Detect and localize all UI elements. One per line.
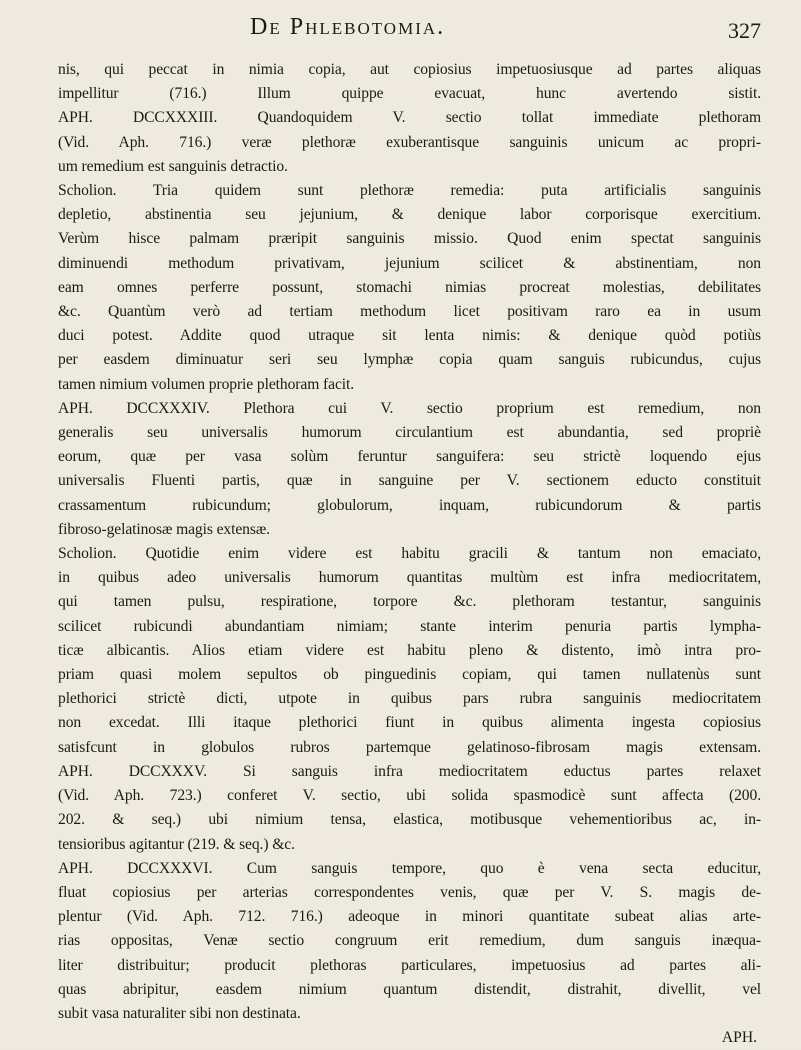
text-line: impellitur (716.) Illum quippe evacuat, hunc avertendo sistit. [58, 85, 761, 103]
text-line: APH. DCCXXXV. Si sanguis infra mediocritatem eductus partes relaxet [58, 762, 761, 780]
text-line: qui tamen pulsu, respiratione, torpore &c. plethoram testantur, sanguinis [58, 593, 761, 611]
page-header [0, 12, 801, 46]
text-line: diminuendi methodum privativam, jejunium scilicet & abstinentiam, non [58, 254, 761, 272]
text-line: ticæ albicantis. Alios etiam videre est habitu pleno & distento, imò intra pro- [58, 641, 761, 659]
text-line: generalis seu universalis humorum circulantium est abundantia, sed propriè [58, 424, 761, 442]
catchword: APH. [721, 1029, 757, 1047]
text-line: Verùm hisce palmam præripit sanguinis missio. Quod enim spectat sanguinis [58, 230, 761, 248]
text-line: eorum, quæ per vasa solùm feruntur sanguifera: seu strictè loquendo ejus [58, 448, 761, 466]
text-line: per easdem diminuatur seri seu lymphæ copia quam sanguis rubicundus, cujus [58, 351, 761, 369]
text-line: non excedat. Illi itaque plethorici fiunt in quibus alimenta ingesta copiosius [58, 714, 761, 732]
text-line: Scholion. Quotidie enim videre est habitu gracili & tantum non emaciato, [58, 545, 761, 563]
text-line: Scholion. Tria quidem sunt plethoræ remedia: puta artificialis sanguinis [58, 182, 761, 200]
text-line: universalis Fluenti partis, quæ in sanguine per V. sectionem educto constituit [58, 472, 761, 490]
text-line: subit vasa naturaliter sibi non destinata. [58, 1004, 301, 1022]
text-line: APH. DCCXXXVI. Cum sanguis tempore, quo è vena secta educitur, [58, 859, 761, 877]
text-line: &c. Quantùm verò ad tertiam methodum licet positivam raro ea in usum [58, 303, 761, 321]
text-line: duci potest. Addite quod utraque sit lenta nimis: & denique quòd potiùs [58, 327, 761, 345]
text-line: plethorici strictè dicti, utpote in quibus pars rubra sanguinis mediocritatem [58, 690, 761, 708]
text-line: fluat copiosius per arterias correspondentes venis, quæ per V. S. magis de- [58, 883, 761, 901]
text-line: nis, qui peccat in nimia copia, aut copiosius impetuosiusque ad partes aliquas [58, 61, 761, 78]
text-line: crassamentum rubicundum; globulorum, inquam, rubicundorum & partis [58, 496, 761, 514]
text-line: liter distribuitur; producit plethoras particulares, impetuosius ad partes ali- [58, 956, 761, 974]
text-line: in quibus adeo universalis humorum quantitas multùm est infra mediocritatem, [58, 569, 761, 587]
text-line: scilicet rubicundi abundantiam nimiam; stante interim penuria partis lympha- [58, 617, 761, 635]
text-line: quas abripitur, easdem nimium quantum distendit, distrahit, divellit, vel [58, 980, 761, 998]
text-line: plentur (Vid. Aph. 712. 716.) adeoque in minori quantitate subeat alias arte- [58, 908, 761, 926]
text-line: priam quasi molem sepultos ob pinguedinis copiam, qui tamen nullatenùs sunt [58, 666, 761, 684]
text-line: rias oppositas, Venæ sectio congruum erit remedium, dum sanguis inæqua- [58, 932, 761, 950]
text-line: tensioribus agitantur (219. & seq.) &c. [58, 835, 295, 853]
text-line: (Vid. Aph. 723.) conferet V. sectio, ubi solida spasmodicè sunt affecta (200. [58, 787, 761, 805]
body-text [58, 58, 761, 1026]
text-line: APH. DCCXXXIII. Quandoquidem V. sectio tollat immediate plethoram [58, 109, 761, 127]
page-number: 327 [728, 18, 761, 43]
text-line: tamen nimium volumen proprie plethoram facit. [58, 375, 355, 393]
text-line: depletio, abstinentia seu jejunium, & denique labor corporisque exercitium. [58, 206, 761, 224]
text-line: fibroso-gelatinosæ magis extensæ. [58, 520, 270, 538]
text-line: APH. DCCXXXIV. Plethora cui V. sectio proprium est remedium, non [58, 399, 761, 417]
text-line: 202. & seq.) ubi nimium tensa, elastica, motibusque vehementioribus ac, in- [58, 811, 761, 829]
text-line: satisfcunt in globulos rubros partemque gelatinoso-fibrosam magis extensam. [58, 738, 761, 756]
running-title: De Phlebotomia. [250, 14, 446, 40]
text-line: um remedium est sanguinis detractio. [58, 157, 288, 175]
text-line: (Vid. Aph. 716.) veræ plethoræ exuberantisque sanguinis unicum ac propri- [58, 133, 761, 151]
text-line: eam omnes perferre possunt, stomachi nimias procreat molestias, debilitates [58, 278, 761, 296]
